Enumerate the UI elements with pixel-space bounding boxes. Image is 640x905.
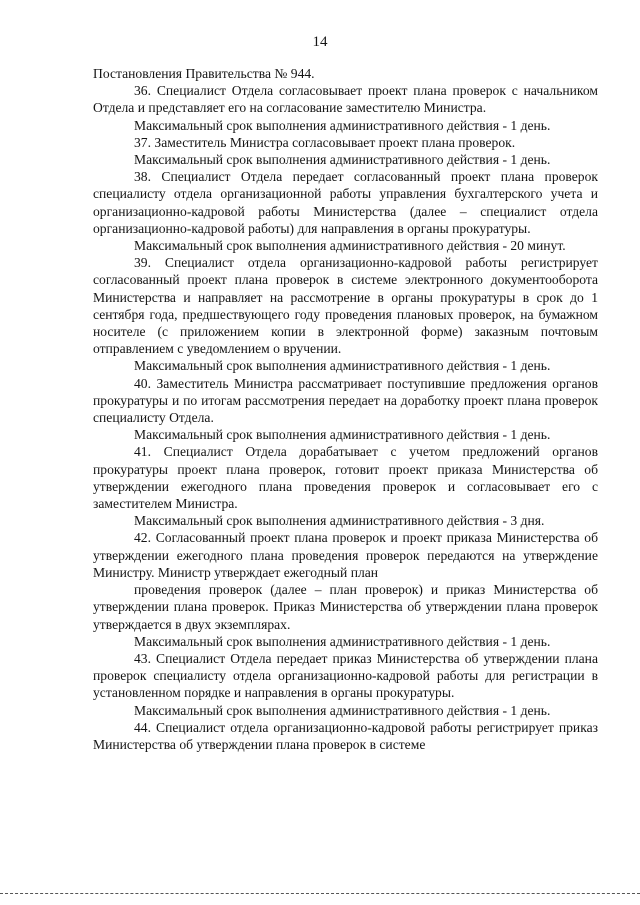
paragraph: 39. Специалист отдела организационно-кадровой работы регистрирует согласованный проект плана проверок в системе электронного документооборота Министерства и направляет на рассмотрение в органы прокуратуры в срок до 1 сентября года, предшествующего году проведения плановых проверок, на бумажном носителе (с приложением копии в электронной форме) заказным почтовым отправлением с уведомлением о вручении.	[93, 255, 598, 357]
deadline-note: Максимальный срок выполнения административного действия - 1 день.	[134, 633, 551, 649]
paragraph: 44. Специалист отдела организационно-кадровой работы регистрирует приказ Министерства об утверждении плана проверок в системе	[93, 719, 598, 752]
paragraph: 37. Заместитель Министра согласовывает проект плана проверок.	[134, 134, 516, 150]
paragraph: 38. Специалист Отдела передает согласованный проект плана проверок специалисту отдела организационной работы управления бухгалтерского учета и организационно-кадровой работы Министерства (далее – специалист отдела организационно-кадровой работы) для направления в органы прокуратуры.	[93, 169, 598, 236]
deadline-note: Максимальный срок выполнения административного действия - 1 день.	[134, 427, 551, 443]
paragraph: проведения проверок (далее – план проверок) и приказ Министерства об утверждении плана проверок. Приказ Министерства об утверждении плана проверок утверждается в двух экземплярах.	[93, 582, 598, 632]
paragraph: 43. Специалист Отдела передает приказ Министерства об утверждении плана проверок специалисту отдела организационно-кадровой работы для регистрации в установленном порядке и направления в органы прокуратуры.	[93, 650, 598, 701]
paragraph: Постановления Правительства № 944.	[93, 66, 315, 81]
deadline-note: Максимальный срок выполнения административного действия - 1 день.	[134, 358, 551, 374]
deadline-note: Максимальный срок выполнения административного действия - 20 минут.	[134, 238, 566, 254]
paragraph: 42. Согласованный проект плана проверок и проект приказа Министерства об утверждении ежегодного плана проведения проверок передаются на утверждение Министру. Министр утверждает ежегодный план	[93, 530, 598, 580]
deadline-note: Максимальный срок выполнения административного действия - 3 дня.	[134, 513, 545, 529]
paragraph: 41. Специалист Отдела дорабатывает с учетом предложений органов прокуратуры проект плана проверок, готовит проект приказа Министерства об утверждении ежегодного плана проведения проверок и согласовывает его с заместителем Министра.	[93, 444, 598, 512]
deadline-note: Максимальный срок выполнения административного действия - 1 день.	[134, 117, 551, 133]
paragraph: 40. Заместитель Министра рассматривает поступившие предложения органов прокуратуры и по итогам рассмотрения передает на доработку проект плана проверок специалисту Отдела.	[93, 375, 598, 426]
deadline-note: Максимальный срок выполнения административного действия - 1 день.	[134, 702, 551, 718]
page-edge-divider	[0, 893, 640, 894]
document-body	[93, 65, 598, 753]
deadline-note: Максимальный срок выполнения административного действия - 1 день.	[134, 152, 551, 168]
page-number: 14	[312, 34, 328, 50]
paragraph: 36. Специалист Отдела согласовывает проект плана проверок с начальником Отдела и представляет его на согласование заместителю Министра.	[93, 83, 598, 116]
